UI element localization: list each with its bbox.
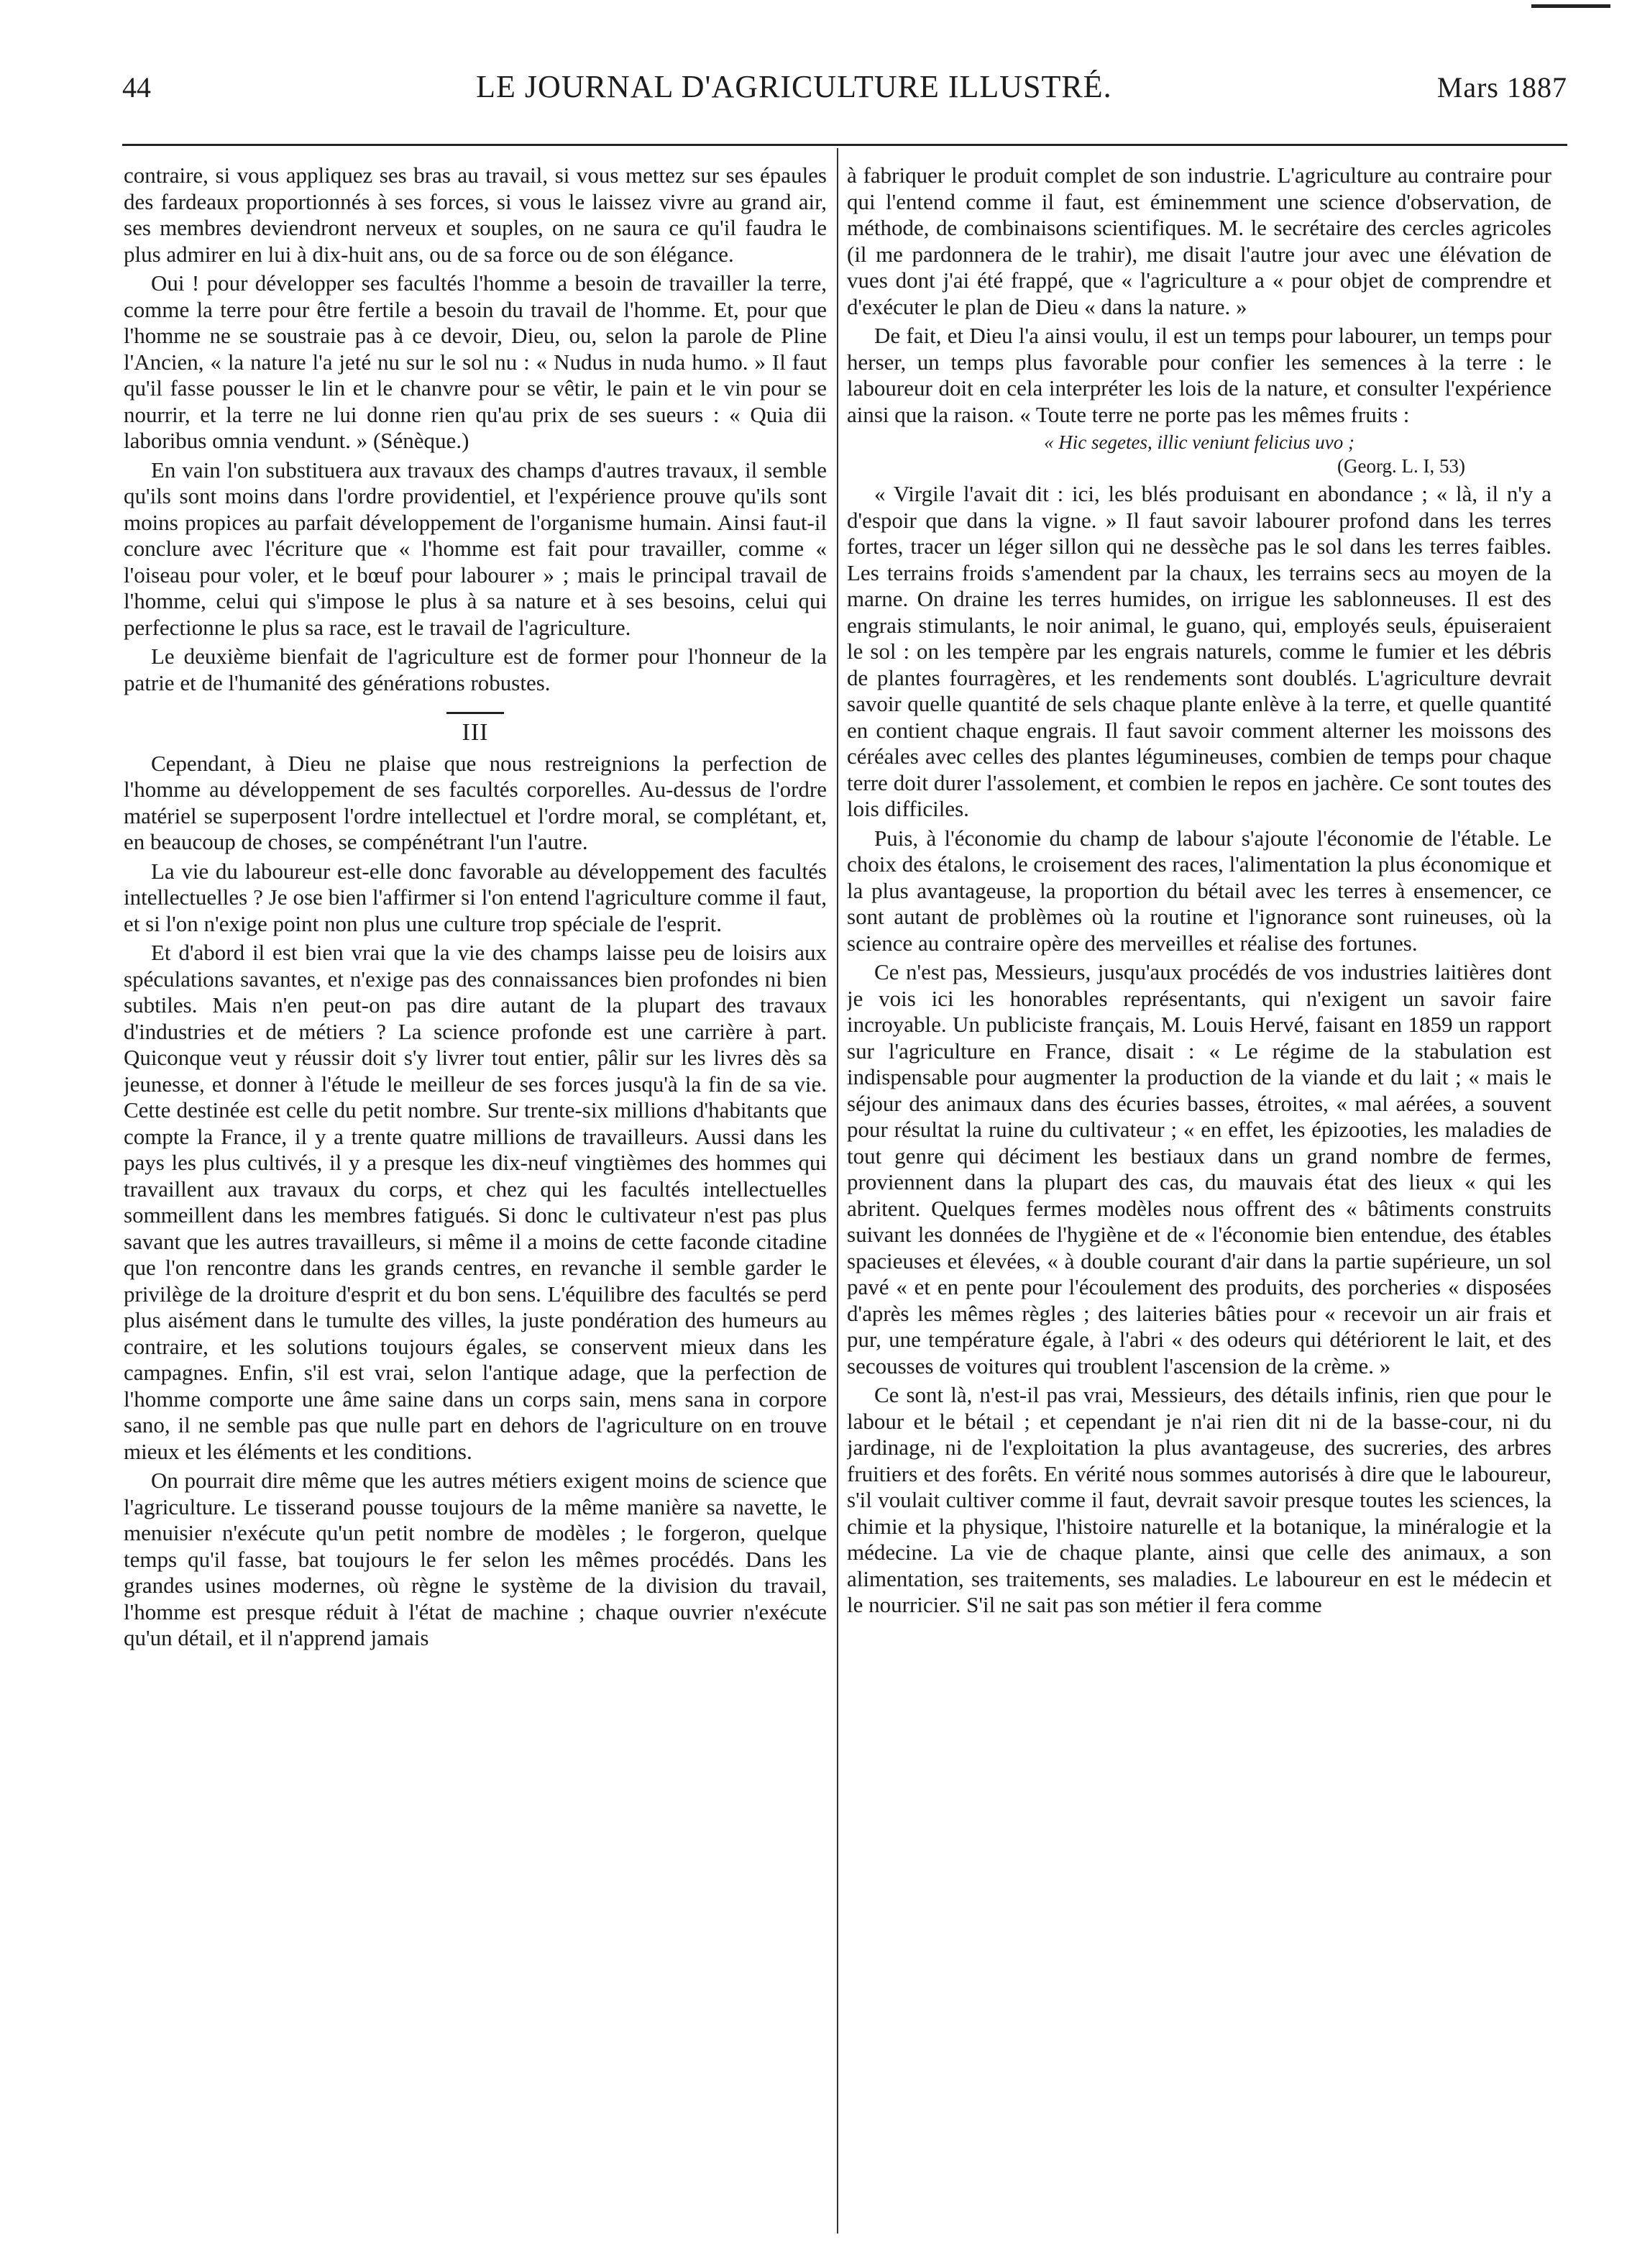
left-column (124, 163, 827, 2233)
paragraph: Cependant, à Dieu ne plaise que nous restreignions la perfection de l'homme au développement de ses facultés corporelles. Au-dessus de l'ordre matériel se superposent l'ordre intellectuel et l'ordre moral, se complétant, et, en beaucoup de choses, se compénétrant l'un l'autre. (124, 750, 827, 854)
right-column (847, 163, 1551, 2233)
column-divider (837, 148, 838, 2233)
paragraph: contraire, si vous appliquez ses bras au travail, si vous mettez sur ses épaules des fardeaux proportionnés à ses forces, si vous le laissez vivre au grand air, ses membres deviendront nerveux et souples, on ne saura ce qu'il faudra le plus admirer en lui à dix-huit ans, ou de sa force ou de son élégance. (124, 163, 827, 267)
header-rule (122, 144, 1567, 146)
paragraph: En vain l'on substituera aux travaux des champs d'autres travaux, il semble qu'ils sont moins dans l'ordre providentiel, et l'expérience prouve qu'ils sont moins propices au parfait développement de l'organisme humain. Ainsi faut-il conclure avec l'écriture que « l'homme est fait pour travailler, comme « l'oiseau pour voler, et le bœuf pour labourer » ; mais le principal travail de l'homme, celui qui s'impose le plus à sa nature et à ses besoins, celui qui perfectionne le plus sa race, est le travail de l'agriculture. (124, 457, 827, 640)
latin-verse: « Hic segetes, illic veniunt felicius uvo ; (1044, 431, 1354, 453)
paragraph: De fait, et Dieu l'a ainsi voulu, il est un temps pour labourer, un temps pour herser, un temps plus favorable pour confier les semences à la terre : le laboureur doit en cela interpréter les lois de la nature, et consulter l'expérience ainsi que la raison. « Toute terre ne porte pas les mêmes fruits : (847, 323, 1551, 427)
paragraph: « Virgile l'avait dit : ici, les blés produisant en abondance ; « là, il n'y a d'espoir que dans la vigne. » Il faut savoir labourer profond dans les terres fortes, tracer un léger sillon qui ne dessèche pas le sol dans les terres faibles. Les terrains froids s'amendent par la chaux, les terrains secs au moyen de la marne. On draine les terres humides, on irrigue les sablonneuses. Il est des engrais stimulants, le noir animal, le guano, qui, employés seuls, épuiseraient le sol : on les tempère par les engrais naturels, comme le fumier et les débris de plantes fourragères, et les rendements sont doublés. L'agriculture devrait savoir quelle quantité de sels chaque plante enlève à la terre, et quelle quantité en contient chaque engrais. Il faut savoir comment alterner les moissons des céréales avec celles des plantes légumineuses, combien de temps pour chaque terre doit durer l'assolement, et combien le repos en jachère. Ce sont toutes des lois difficiles. (847, 481, 1551, 821)
paragraph: Puis, à l'économie du champ de labour s'ajoute l'économie de l'étable. Le choix des étalons, le croisement des races, l'alimentation la plus économique et la plus avantageuse, la proportion du bétail avec les terres à ensemencer, ce sont autant de problèmes où la routine et l'ignorance sont ruineuses, où la science au contraire opère des merveilles et réalise des fortunes. (847, 825, 1551, 956)
paragraph: Ce n'est pas, Messieurs, jusqu'aux procédés de vos industries laitières dont je vois ici les honorables représentants, qui n'exigent un savoir faire incroyable. Un publiciste français, M. Louis Hervé, faisant en 1859 un rapport sur l'agriculture en France, disait : « Le régime de la stabulation est indispensable pour augmenter la production de la viande et du lait ; « mais le séjour des animaux dans des écuries basses, étroites, « mal aérées, a souvent pour résultat la ruine du cultivateur ; « en effet, les épizooties, les maladies de tout genre qui déciment les bestiaux dans un grand nombre de fermes, proviennent dans la plupart des cas, du mauvais état des lieux « qui les abritent. Quelques fermes modèles nous offrent des « bâtiments construits suivant les données de l'hygiène et de « l'économie bien entendue, des étables spacieuses et élevées, « à double courant d'air dans la partie supérieure, un sol pavé « et en pente pour l'écoulement des produits, des porcheries « disposées d'après les mêmes règles ; des laiteries bâties pour « recevoir un air frais et pur, une température égale, à l'abri « des odeurs qui détériorent le lait, et des secousses de voitures qui troublent l'ascension de la crème. » (847, 959, 1551, 1378)
paragraph: La vie du laboureur est-elle donc favorable au développement des facultés intellectuelles ? Je ose bien l'affirmer si l'on entend l'agriculture comme il faut, et si l'on n'exige point non plus une culture trop spéciale de l'esprit. (124, 858, 827, 936)
section-number: III (462, 719, 489, 746)
page-header (122, 68, 1567, 119)
paragraph: On pourrait dire même que les autres métiers exigent moins de science que l'agriculture. Le tisserand pousse toujours de la même manière sa navette, le menuisier n'exécute qu'un petit nombre de modèles ; le forgeron, quelque temps qu'il fasse, bat toujours le fer selon les mêmes procédés. Dans les grandes usines modernes, où règne le système de la division du travail, l'homme est presque réduit à l'état de machine ; chaque ouvrier n'exécute qu'un détail, et il n'apprend jamais (124, 1468, 827, 1650)
paragraph: Le deuxième bienfait de l'agriculture est de former pour l'honneur de la patrie et de l'humanité des générations robustes. (124, 644, 827, 695)
paragraph: Ce sont là, n'est-il pas vrai, Messieurs, des détails infinis, rien que pour le labour et le bétail ; et cependant je n'ai rien dit ni de la basse-cour, ni du jardinage, ni de l'exploitation la plus avantageuse, des sucreries, des arbres fruitiers et des forêts. En vérité nous sommes autorisés à dire que le laboureur, s'il voulait cultiver comme il faut, devrait savoir presque toutes les sciences, la chimie et la physique, l'histoire naturelle et la botanique, la minéralogie et la médecine. La vie de chaque plante, ainsi que celle des animaux, a son alimentation, ses traitements, ses maladies. Le laboureur en est le médecin et le nourricier. S'il ne sait pas son métier il fera comme (847, 1382, 1551, 1617)
section-rule (446, 712, 504, 714)
paragraph: Oui ! pour développer ses facultés l'homme a besoin de travailler la terre, comme la terre pour être fertile a besoin du travail de l'homme. Et, pour que l'homme ne se soustraie pas à ce devoir, Dieu, ou, selon la parole de Pline l'Ancien, « la nature l'a jeté nu sur le sol nu : « Nudus in nuda humo. » Il faut qu'il fasse pousser le lin et le chanvre pour se vêtir, le pain et le vin pour se nourrir, et la terre ne lui donne rien qu'au prix de ses sueurs : « Quia dii laboribus omnia vendunt. » (Sénèque.) (124, 270, 827, 453)
paragraph: Et d'abord il est bien vrai que la vie des champs laisse peu de loisirs aux spéculations savantes, et n'exige pas des connaissances bien profondes ni bien subtiles. Mais n'en peut-on pas dire autant de la plupart des travaux d'industries et de métiers ? La science profonde est une carrière à part. Quiconque veut y réussir doit s'y livrer tout entier, pâlir sur les livres dès sa jeunesse, et donner à l'étude le meilleur de ses forces jusqu'à la fin de sa vie. Cette destinée est celle du petit nombre. Sur trente-six millions d'habitants que compte la France, il y a trente quatre millions de travailleurs. Aussi dans les pays les plus cultivés, il y a presque les dix-neuf vingtièmes des hommes qui travaillent aux travaux du corps, et chez qui les facultés intellectuelles sommeillent dans les membres fatigués. Si donc le cultivateur n'est pas plus savant que les autres travailleurs, si même il a moins de cette faconde citadine que l'on rencontre dans les grands centres, en revanche il semble garder le privilège de la droiture d'esprit et du bon sens. L'équilibre des facultés se perd plus aisément dans le tumulte des villes, la juste pondération des humeurs au contraire, et les solutions toujours égales, se conservent mieux dans les campagnes. Enfin, s'il est vrai, selon l'antique adage, que la perfection de l'homme comporte une âme saine dans un corps sain, mens sana in corpore sano, il ne semble pas que nulle part en dehors de l'agriculture on en trouve mieux et les éléments et les conditions. (124, 940, 827, 1464)
page-number: 44 (122, 71, 151, 104)
corner-mark (1531, 4, 1610, 8)
issue-date: Mars 1887 (1436, 71, 1567, 104)
paragraph: à fabriquer le produit complet de son industrie. L'agriculture au contraire pour qui l'entend comme il faut, est éminemment une science d'observation, de méthode, de combinaisons scientifiques. M. le secrétaire des cercles agricoles (il me pardonnera de le trahir), me disait l'autre jour avec une élévation de vues dont j'ai été frappé, que « l'agriculture a « pour objet de comprendre et d'exécuter le plan de Dieu « dans la nature. » (847, 163, 1551, 319)
journal-title: LE JOURNAL D'AGRICULTURE ILLUSTRÉ. (476, 69, 1112, 104)
verse-reference: (Georg. L. I, 53) (1337, 455, 1465, 477)
